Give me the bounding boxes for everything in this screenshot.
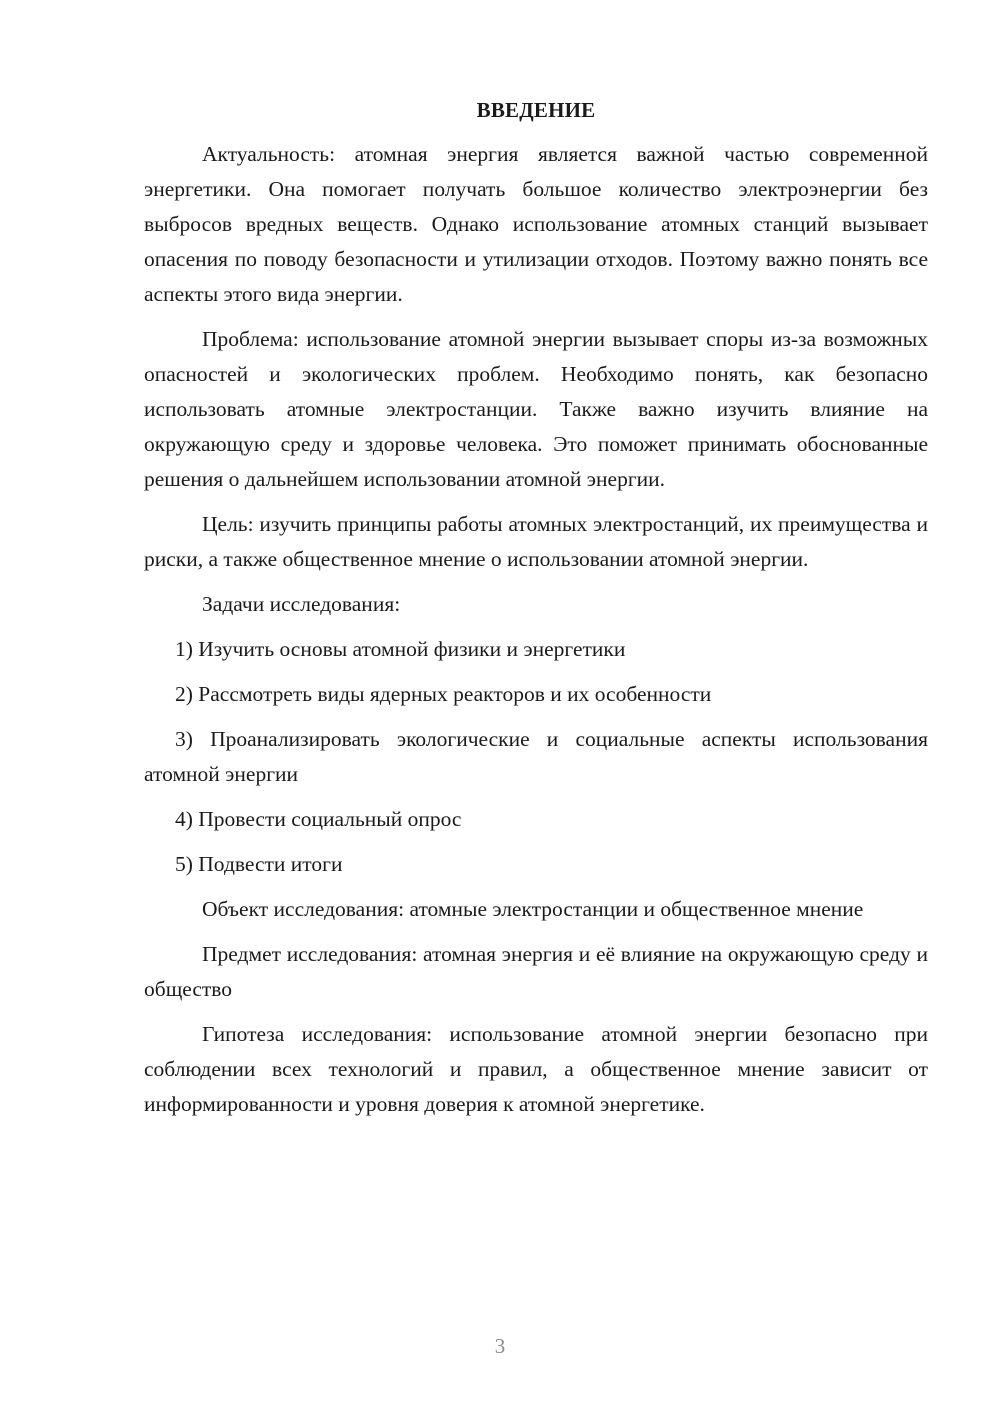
document-page bbox=[144, 92, 928, 1132]
page-number: 3 bbox=[494, 1334, 506, 1358]
goal-paragraph: Цель: изучить принципы работы атомных электростанций, их преимущества и риски, а также общественное мнение о использовании атомной энергии. bbox=[144, 512, 928, 571]
task-item-2: 2) Рассмотреть виды ядерных реакторов и их особенности bbox=[175, 682, 712, 706]
task-item-5: 5) Подвести итоги bbox=[175, 852, 343, 876]
tasks-heading: Задачи исследования: bbox=[202, 592, 401, 616]
task-item-4: 4) Провести социальный опрос bbox=[175, 807, 462, 831]
section-title: ВВЕДЕНИЕ bbox=[476, 98, 596, 122]
problem-paragraph: Проблема: использование атомной энергии вызывает споры из-за возможных опасностей и экологических проблем. Необходимо понять, как безопасно использовать атомные электростанции. Также важно изучить влияние на окружающую среду и здоровье человека. Это поможет принимать обоснованные решения о дальнейшем использовании атомной энергии. bbox=[144, 327, 928, 491]
subject-paragraph: Предмет исследования: атомная энергия и её влияние на окружающую среду и общество bbox=[144, 942, 928, 1001]
relevance-paragraph: Актуальность: атомная энергия является важной частью современной энергетики. Она помогает получать большое количество электроэнергии без выбросов вредных веществ. Однако использование атомных станций вызывает опасения по поводу безопасности и утилизации отходов. Поэтому важно понять все аспекты этого вида энергии. bbox=[144, 142, 928, 306]
object-paragraph: Объект исследования: атомные электростанции и общественное мнение bbox=[202, 897, 864, 921]
task-item-1: 1) Изучить основы атомной физики и энергетики bbox=[175, 637, 626, 661]
task-item-3: 3) Проанализировать экологические и социальные аспекты использования атомной энергии bbox=[144, 727, 928, 786]
hypothesis-paragraph: Гипотеза исследования: использование атомной энергии безопасно при соблюдении всех технологий и правил, а общественное мнение зависит от информированности и уровня доверия к атомной энергетике. bbox=[144, 1022, 928, 1116]
